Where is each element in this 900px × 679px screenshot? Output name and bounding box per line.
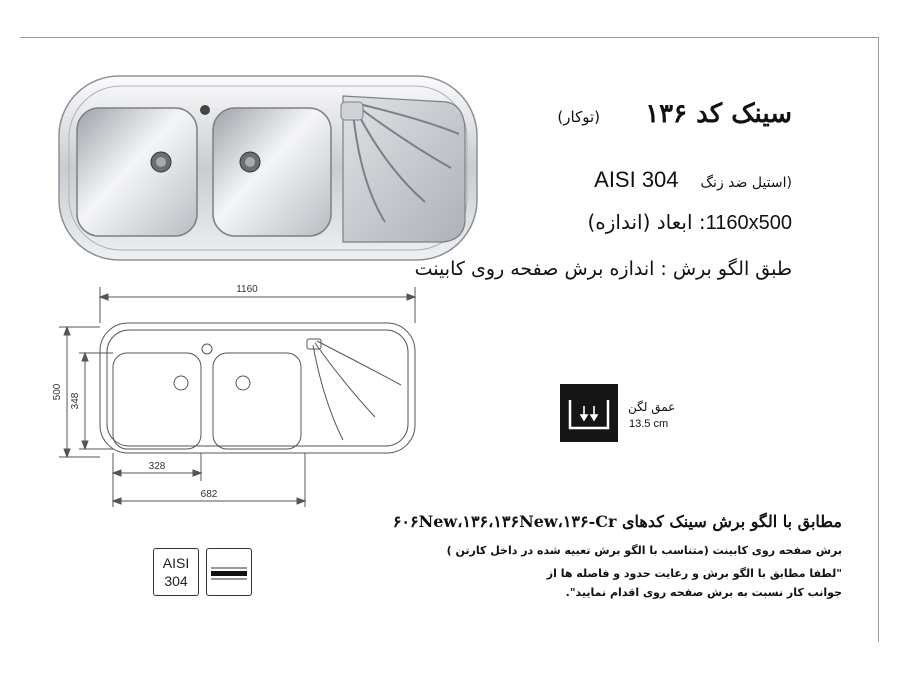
note-line-2: "لطفا مطابق با الگو برش و رعایت حدود و فاصله ها از <box>546 567 842 580</box>
note-line-1: برش صفحه روی کابینت (متناسب با الگو برش تعبیه شده در داخل کارتن ) <box>446 544 842 557</box>
frame-right-line <box>878 37 879 642</box>
depth-value: 13.5 cm <box>629 418 669 430</box>
drawing-right-bowl <box>213 353 301 449</box>
dimensions-label: : ابعاد (اندازه) <box>587 210 706 234</box>
depth-label: عمق لگن <box>628 400 676 414</box>
right-bowl <box>213 108 331 236</box>
notes-title: مطابق با الگو برش سینک کدهای ۶۰۶New،۱۳۶،۱۳۶New،۱۳۶-Cr <box>392 512 842 531</box>
product-title: سینک کد ۱۳۶ <box>645 99 792 129</box>
dimensions-line <box>587 210 792 235</box>
dim-overall-width: 1160 <box>236 284 258 295</box>
cut-template-line: طبق الگو برش : اندازه برش صفحه روی کابینت <box>414 258 792 280</box>
dim-bowl-width: 328 <box>148 461 166 472</box>
drawing-left-bowl <box>113 353 201 449</box>
material-sub: (استیل ضد زنگ <box>700 175 792 191</box>
dim-bowl-height: 348 <box>70 392 81 410</box>
material-code: AISI 304 <box>594 167 679 192</box>
left-bowl <box>77 108 197 236</box>
material-row <box>594 167 792 193</box>
flat-mount-icon <box>206 548 252 596</box>
overflow-hole <box>200 105 210 115</box>
aisi-badge-line1: AISI <box>162 555 190 571</box>
aisi-badge <box>153 548 199 596</box>
drawing-outline <box>100 323 415 453</box>
dim-overall-height: 500 <box>52 383 63 401</box>
sink-photo <box>55 72 480 264</box>
product-title-sub: (توکار) <box>557 108 600 126</box>
aisi-badge-line2: 304 <box>164 573 188 589</box>
frame-top-line <box>20 37 879 38</box>
dimensions-value: 1160x500 <box>705 212 792 234</box>
dim-two-bowl-width: 682 <box>200 489 218 500</box>
technical-drawing <box>45 275 425 515</box>
bowl-depth-icon <box>560 384 618 442</box>
note-line-3: جوانب کار نسبت به برش صفحه روی اقدام نمایید". <box>565 586 842 599</box>
